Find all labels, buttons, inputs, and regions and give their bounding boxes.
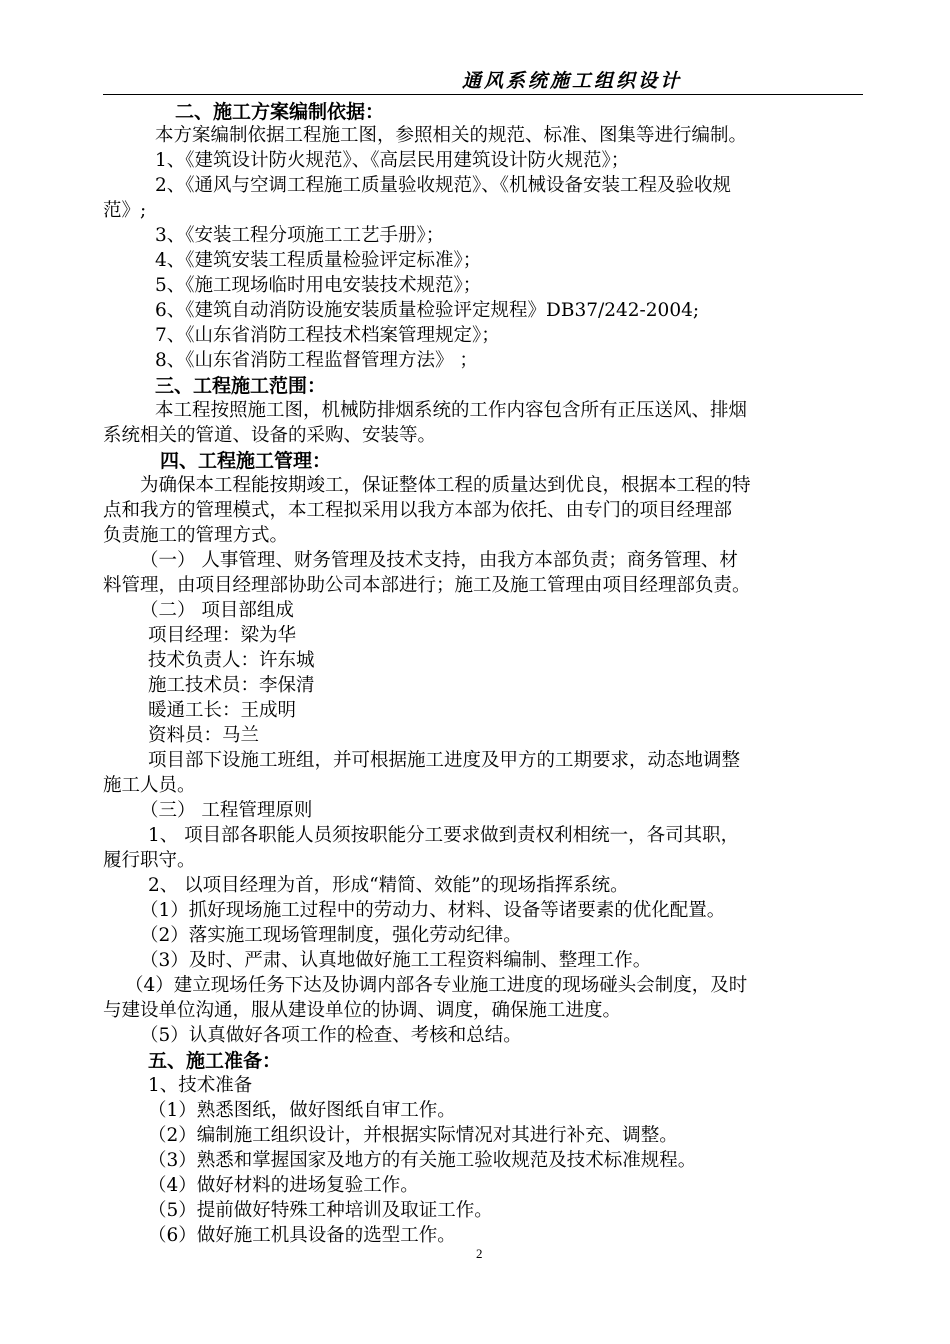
staff-entry: 项目经理：梁为华 — [148, 625, 297, 646]
list-item-continued: 范》; — [103, 200, 147, 221]
list-item: （3）及时、严肃、认真地做好施工工程资料编制、整理工作。 — [140, 950, 652, 971]
list-item: （5）认真做好各项工作的检查、考核和总结。 — [140, 1025, 522, 1046]
list-item: （5）提前做好特殊工种培训及取证工作。 — [148, 1200, 493, 1221]
list-item: 1、 项目部各职能人员须按职能分工要求做到责权利相统一，各司其职， — [148, 825, 740, 846]
list-item: 7、《山东省消防工程技术档案管理规定》； — [155, 325, 500, 346]
subsection-heading: （三） 工程管理原则 — [140, 800, 313, 821]
paragraph-line: 系统相关的管道、设备的采购、安装等。 — [103, 425, 437, 446]
list-item: 3、《安装工程分项施工工艺手册》； — [155, 225, 445, 246]
list-item: （1）熟悉图纸，做好图纸自审工作。 — [148, 1100, 456, 1121]
list-item: （6）做好施工机具设备的选型工作。 — [148, 1225, 456, 1246]
list-item: 2、 以项目经理为首，形成“精简、效能”的现场指挥系统。 — [148, 875, 629, 896]
section-heading: 二、施工方案编制依据： — [175, 101, 385, 123]
list-item: （2）落实施工现场管理制度，强化劳动纪律。 — [140, 925, 522, 946]
list-item: 5、《施工现场临时用电安装技术规范》； — [155, 275, 482, 296]
list-item-continued: 履行职守。 — [103, 850, 196, 871]
section-heading: 五、施工准备： — [148, 1050, 282, 1072]
list-item-continued: 与建设单位沟通，服从建设单位的协调、调度，确保施工进度。 — [103, 1000, 622, 1021]
paragraph-line: 施工人员。 — [103, 775, 196, 796]
staff-entry: 技术负责人：许东城 — [148, 650, 315, 671]
staff-entry: 暖通工长：王成明 — [148, 700, 297, 721]
list-item: （4）建立现场任务下达及协调内部各专业施工进度的现场碰头会制度，及时 — [125, 975, 748, 996]
list-item: （4）做好材料的进场复验工作。 — [148, 1175, 419, 1196]
subsection-heading: 1、技术准备 — [148, 1075, 253, 1096]
paragraph-line: 点和我方的管理模式，本工程拟采用以我方本部为依托、由专门的项目经理部 — [103, 500, 733, 521]
list-item: 4、《建筑安装工程质量检验评定标准》； — [155, 250, 482, 271]
list-item: 8、《山东省消防工程监督管理方法》 ； — [155, 350, 478, 371]
staff-entry: 施工技术员：李保清 — [148, 675, 315, 696]
paragraph-line: 本方案编制依据工程施工图，参照相关的规范、标准、图集等进行编制。 — [155, 125, 748, 146]
paragraph-line: 项目部下设施工班组，并可根据施工进度及甲方的工期要求，动态地调整 — [148, 750, 741, 771]
list-item: （3）熟悉和掌握国家及地方的有关施工验收规范及技术标准规程。 — [148, 1150, 697, 1171]
section-heading: 四、工程施工管理： — [160, 450, 332, 472]
list-item: 1、《建筑设计防火规范》、《高层民用建筑设计防火规范》； — [155, 150, 630, 171]
list-item: （1）抓好现场施工过程中的劳动力、材料、设备等诸要素的优化配置。 — [140, 900, 726, 921]
subsection-heading: （二） 项目部组成 — [140, 600, 294, 621]
list-item: 6、《建筑自动消防设施安装质量检验评定规程》DB37/242-2004; — [155, 300, 700, 321]
page-number: 2 — [476, 1246, 483, 1261]
list-item: （2）编制施工组织设计，并根据实际情况对其进行补充、调整。 — [148, 1125, 678, 1146]
page-header-title: 通风系统施工组织设计 — [462, 70, 683, 92]
paragraph-line: 为确保本工程能按期竣工，保证整体工程的质量达到优良，根据本工程的特 — [140, 475, 751, 496]
paragraph-line: 料管理，由项目经理部协助公司本部进行；施工及施工管理由项目经理部负责。 — [103, 575, 751, 596]
paragraph-line: 本工程按照施工图，机械防排烟系统的工作内容包含所有正压送风、排烟 — [155, 400, 748, 421]
list-item: 2、《通风与空调工程施工质量验收规范》、《机械设备安装工程及验收规 — [155, 175, 732, 196]
paragraph-line: （一） 人事管理、财务管理及技术支持，由我方本部负责；商务管理、材 — [140, 550, 738, 571]
header-rule — [103, 94, 863, 95]
paragraph-line: 负责施工的管理方式。 — [103, 525, 289, 546]
staff-entry: 资料员：马兰 — [148, 725, 260, 746]
section-heading: 三、工程施工范围： — [155, 375, 327, 397]
